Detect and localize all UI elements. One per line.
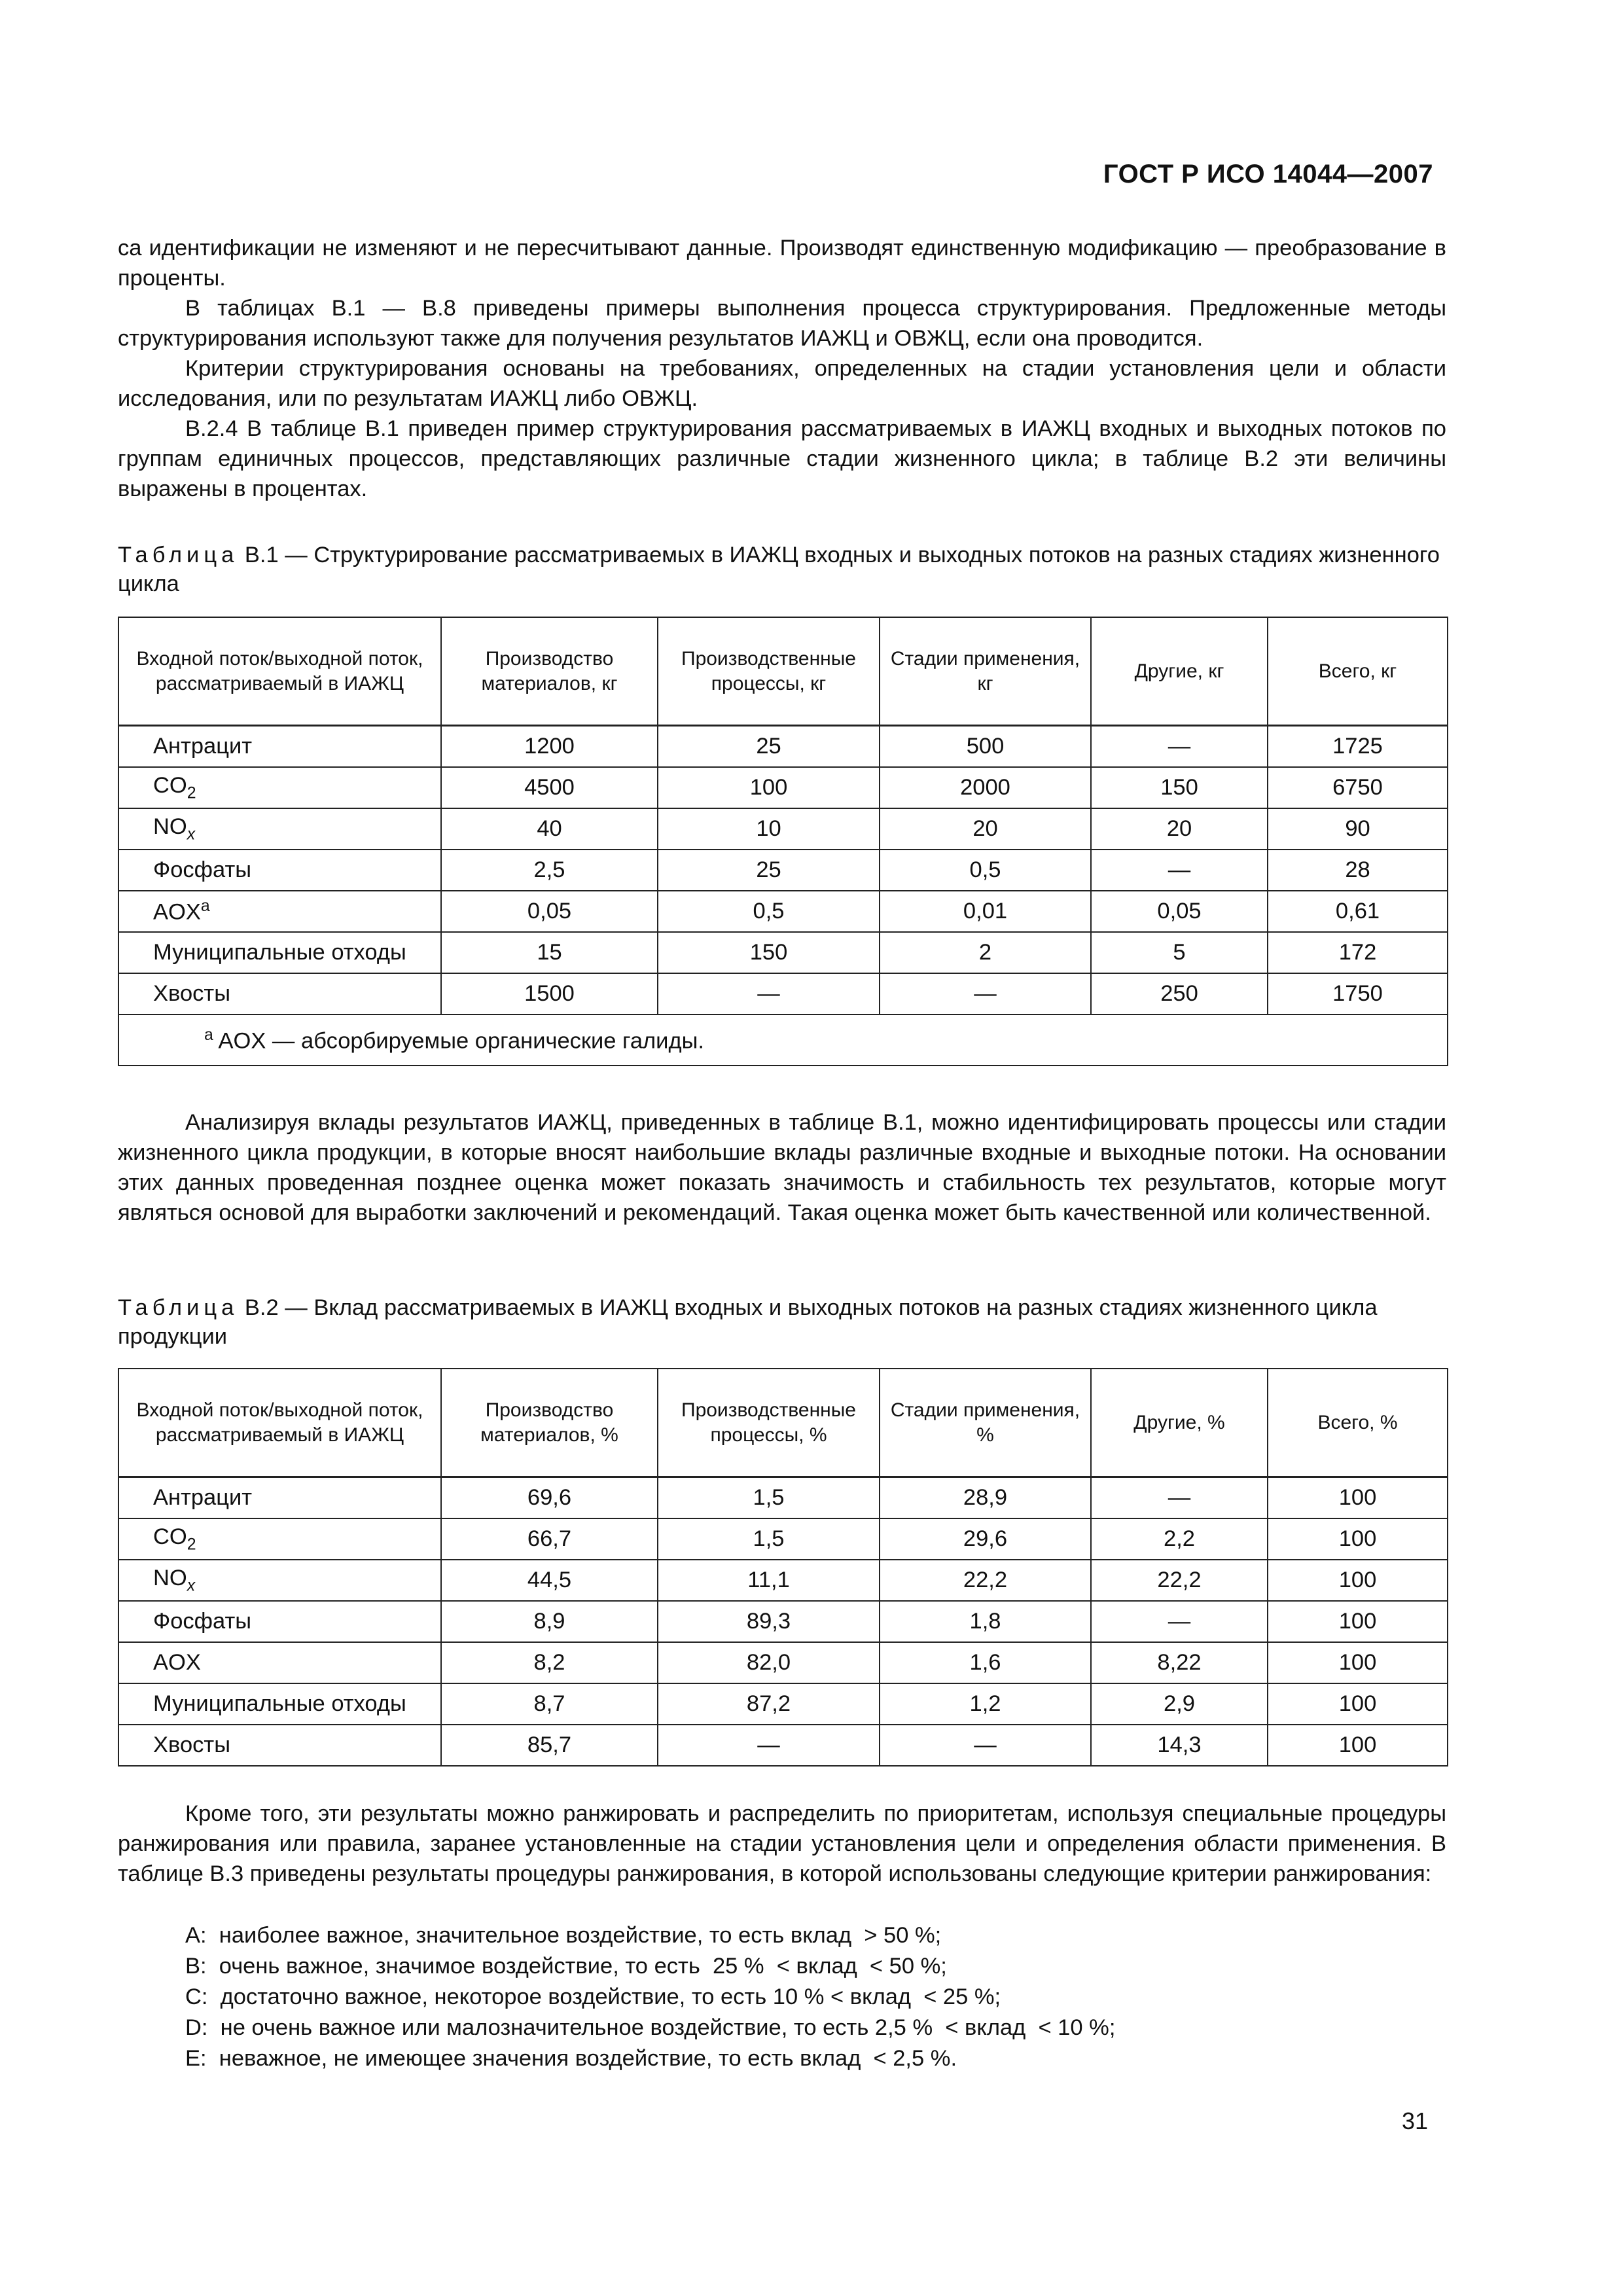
table-2-header-cell: Стадии применения, % — [880, 1369, 1091, 1477]
table-cell: 10 — [658, 808, 880, 850]
table-cell: 1500 — [441, 973, 658, 1014]
table-1-header-cell: Стадии применения, кг — [880, 617, 1091, 726]
table-cell — [118, 891, 441, 932]
table-cell: Хвосты — [118, 973, 441, 1014]
criterion-b: B: очень важное, значимое воздействие, то есть 25 % < вклад < 50 %; — [185, 1954, 947, 1979]
criterion-a: A: наиболее важное, значительное воздействие, то есть вклад > 50 %; — [185, 1923, 942, 1948]
table-cell: 100 — [1268, 1725, 1448, 1766]
table-cell: 40 — [441, 808, 658, 850]
criterion-e: E: неважное, не имеющее значения воздействие, то есть вклад < 2,5 %. — [185, 2046, 957, 2071]
table-cell: 20 — [880, 808, 1091, 850]
table-row — [118, 808, 1448, 850]
table-cell: — — [1091, 850, 1268, 891]
table-cell: 8,2 — [441, 1642, 658, 1683]
table-cell: 87,2 — [658, 1683, 880, 1725]
table-cell: Антрацит — [118, 1477, 441, 1519]
nox-label: NO — [153, 814, 187, 839]
co2-label: CO — [153, 772, 187, 798]
table-row — [118, 932, 1448, 973]
table-1-header-cell: Производственные процессы, кг — [658, 617, 880, 726]
table-cell: 8,7 — [441, 1683, 658, 1725]
table-1-caption-text: В.1 — Структурирование рассматриваемых в ИАЖЦ входных и выходных потоков на разных стадиях жизненного цикла — [118, 543, 1440, 596]
table-2-caption — [118, 1293, 1446, 1351]
table-cell: 1200 — [441, 726, 658, 768]
table-cell: 500 — [880, 726, 1091, 768]
table-row — [118, 726, 1448, 768]
table-cell: 100 — [1268, 1477, 1448, 1519]
table-cell: 22,2 — [1091, 1560, 1268, 1601]
table-cell: 6750 — [1268, 767, 1448, 808]
co2-label: CO — [153, 1524, 187, 1549]
table-cell: 44,5 — [441, 1560, 658, 1601]
table-cell: 2,2 — [1091, 1518, 1268, 1560]
table-row — [118, 1601, 1448, 1642]
table-cell: 100 — [658, 767, 880, 808]
table-cell: Хвосты — [118, 1725, 441, 1766]
table-cell: 0,05 — [441, 891, 658, 932]
nox-subscript: x — [187, 1577, 196, 1595]
table-cell: 2 — [880, 932, 1091, 973]
table-cell: 0,5 — [658, 891, 880, 932]
table-cell: 1,5 — [658, 1477, 880, 1519]
table-cell: 150 — [658, 932, 880, 973]
table-cell: 100 — [1268, 1518, 1448, 1560]
paragraph-4: В.2.4 В таблице В.1 приведен пример структурирования рассматриваемых в ИАЖЦ входных и выходных потоков по группам единичных процессов, представляющих различные стадии жизненного цикла; в таблице В.2 эти величины выражены в процентах. — [118, 416, 1446, 501]
table-cell: — — [658, 973, 880, 1014]
table-cell: — — [880, 973, 1091, 1014]
table-cell: 66,7 — [441, 1518, 658, 1560]
table-cell: 0,01 — [880, 891, 1091, 932]
table-row — [118, 1560, 1448, 1601]
table-cell: 2000 — [880, 767, 1091, 808]
table-1-caption — [118, 541, 1446, 598]
table-cell: 8,9 — [441, 1601, 658, 1642]
table-cell: — — [1091, 726, 1268, 768]
paragraph-6: Кроме того, эти результаты можно ранжировать и распределить по приоритетам, используя специальные процедуры ранжирования или правила, заранее установленные на стадии установления цели и определения области применения. В таблице В.3 приведены результаты процедуры ранжирования, в которой использованы следующие критерии ранжирования: — [118, 1801, 1446, 1886]
table-1-footnote-row — [118, 1014, 1448, 1066]
aox-footnote-ref: a — [200, 897, 210, 916]
table-row — [118, 1518, 1448, 1560]
table-cell: 28,9 — [880, 1477, 1091, 1519]
table-cell: 11,1 — [658, 1560, 880, 1601]
table-cell: 89,3 — [658, 1601, 880, 1642]
table-cell: 90 — [1268, 808, 1448, 850]
table-cell — [118, 1560, 441, 1601]
table-cell: 14,3 — [1091, 1725, 1268, 1766]
table-cell: Муниципальные отходы — [118, 932, 441, 973]
table-1-header-cell: Другие, кг — [1091, 617, 1268, 726]
table-2-caption-text: В.2 — Вклад рассматриваемых в ИАЖЦ входных и выходных потоков на разных стадиях жизненного цикла продукции — [118, 1295, 1378, 1349]
table-cell: 0,05 — [1091, 891, 1268, 932]
table-cell: 250 — [1091, 973, 1268, 1014]
co2-subscript: 2 — [187, 784, 196, 802]
table-cell: 4500 — [441, 767, 658, 808]
page-number: 31 — [1401, 2108, 1428, 2134]
table-2-header-cell: Другие, % — [1091, 1369, 1268, 1477]
table-cell: 1,2 — [880, 1683, 1091, 1725]
table-cell: 29,6 — [880, 1518, 1091, 1560]
table-cell: 1,8 — [880, 1601, 1091, 1642]
criterion-c: C: достаточно важное, некоторое воздействие, то есть 10 % < вклад < 25 %; — [185, 1984, 1001, 2009]
table-cell: — — [880, 1725, 1091, 1766]
table-cell: — — [1091, 1601, 1268, 1642]
aox-label: AOX — [153, 899, 201, 925]
table-cell: AOX — [118, 1642, 441, 1683]
table-cell: 100 — [1268, 1642, 1448, 1683]
table-2-header-row — [118, 1369, 1448, 1477]
table-cell: 0,5 — [880, 850, 1091, 891]
table-2-header-cell: Всего, % — [1268, 1369, 1448, 1477]
table-cell: 85,7 — [441, 1725, 658, 1766]
table-cell: 28 — [1268, 850, 1448, 891]
paragraph-1: са идентификации не изменяют и не пересчитывают данные. Производят единственную модификацию — преобразование в проценты. — [118, 236, 1446, 291]
table-cell: 1,6 — [880, 1642, 1091, 1683]
table-cell: 2,5 — [441, 850, 658, 891]
table-cell: 15 — [441, 932, 658, 973]
table-cell: 20 — [1091, 808, 1268, 850]
table-cell: 0,61 — [1268, 891, 1448, 932]
table-row — [118, 767, 1448, 808]
table-1-header-cell: Всего, кг — [1268, 617, 1448, 726]
footnote-text: AOX — абсорбируемые органические галиды. — [213, 1028, 704, 1054]
table-row — [118, 891, 1448, 932]
table-cell: 8,22 — [1091, 1642, 1268, 1683]
table-row — [118, 1683, 1448, 1725]
table-cell: Антрацит — [118, 726, 441, 768]
table-1-header-row — [118, 617, 1448, 726]
table-cell: 100 — [1268, 1560, 1448, 1601]
table-cell — [118, 808, 441, 850]
table-cell — [118, 767, 441, 808]
table-1 — [118, 617, 1448, 1066]
table-cell: 1750 — [1268, 973, 1448, 1014]
table-cell: 100 — [1268, 1601, 1448, 1642]
table-cell — [118, 1518, 441, 1560]
table-cell: Фосфаты — [118, 1601, 441, 1642]
paragraph-3: Критерии структурирования основаны на требованиях, определенных на стадии установления цели и области исследования, или по результатам ИАЖЦ либо ОВЖЦ. — [118, 356, 1446, 411]
table-row — [118, 1725, 1448, 1766]
nox-label: NO — [153, 1565, 187, 1590]
table-row — [118, 1642, 1448, 1683]
table-1-footnote — [118, 1014, 1448, 1066]
table-1-header-cell: Входной поток/выходной поток, рассматриваемый в ИАЖЦ — [118, 617, 441, 726]
table-cell: 150 — [1091, 767, 1268, 808]
table-cell: 2,9 — [1091, 1683, 1268, 1725]
table-cell: — — [1091, 1477, 1268, 1519]
table-2-caption-label: Таблица — [118, 1295, 239, 1320]
footnote-mark: a — [204, 1026, 213, 1044]
table-2-header-cell: Производство материалов, % — [441, 1369, 658, 1477]
table-cell: 82,0 — [658, 1642, 880, 1683]
table-row — [118, 850, 1448, 891]
table-cell: 172 — [1268, 932, 1448, 973]
table-cell: 5 — [1091, 932, 1268, 973]
nox-subscript: x — [187, 825, 196, 844]
ranking-criteria-list — [185, 1920, 1448, 2074]
table-cell: 1,5 — [658, 1518, 880, 1560]
table-cell: Фосфаты — [118, 850, 441, 891]
table-1-caption-label: Таблица — [118, 543, 239, 567]
table-cell: 100 — [1268, 1683, 1448, 1725]
table-cell: 25 — [658, 726, 880, 768]
table-2 — [118, 1368, 1448, 1767]
criterion-d: D: не очень важное или малозначительное воздействие, то есть 2,5 % < вклад < 10 %; — [185, 2015, 1116, 2040]
co2-subscript: 2 — [187, 1535, 196, 1554]
table-1-header-cell: Производство материалов, кг — [441, 617, 658, 726]
table-cell: — — [658, 1725, 880, 1766]
table-cell: 22,2 — [880, 1560, 1091, 1601]
table-cell: 1725 — [1268, 726, 1448, 768]
paragraph-2: В таблицах В.1 — В.8 приведены примеры выполнения процесса структурирования. Предложенные методы структурирования используют также для получения результатов ИАЖЦ и ОВЖЦ, если она проводится. — [118, 296, 1446, 351]
table-2-header-cell: Производственные процессы, % — [658, 1369, 880, 1477]
table-cell: Муниципальные отходы — [118, 1683, 441, 1725]
paragraph-5: Анализируя вклады результатов ИАЖЦ, приведенных в таблице В.1, можно идентифицировать процессы или стадии жизненного цикла продукции, в которые вносят наибольшие вклады различные входные и выходные потоки. На основании этих данных проведенная позднее оценка может показать значимость и стабильность тех результатов, которые могут являться основой для выработки заключений и рекомендаций. Такая оценка может быть качественной или количественной. — [118, 1110, 1446, 1225]
table-cell: 69,6 — [441, 1477, 658, 1519]
table-row — [118, 973, 1448, 1014]
table-row — [118, 1477, 1448, 1519]
table-cell: 25 — [658, 850, 880, 891]
document-id-header: ГОСТ Р ИСО 14044—2007 — [1103, 160, 1433, 188]
table-2-header-cell: Входной поток/выходной поток, рассматриваемый в ИАЖЦ — [118, 1369, 441, 1477]
